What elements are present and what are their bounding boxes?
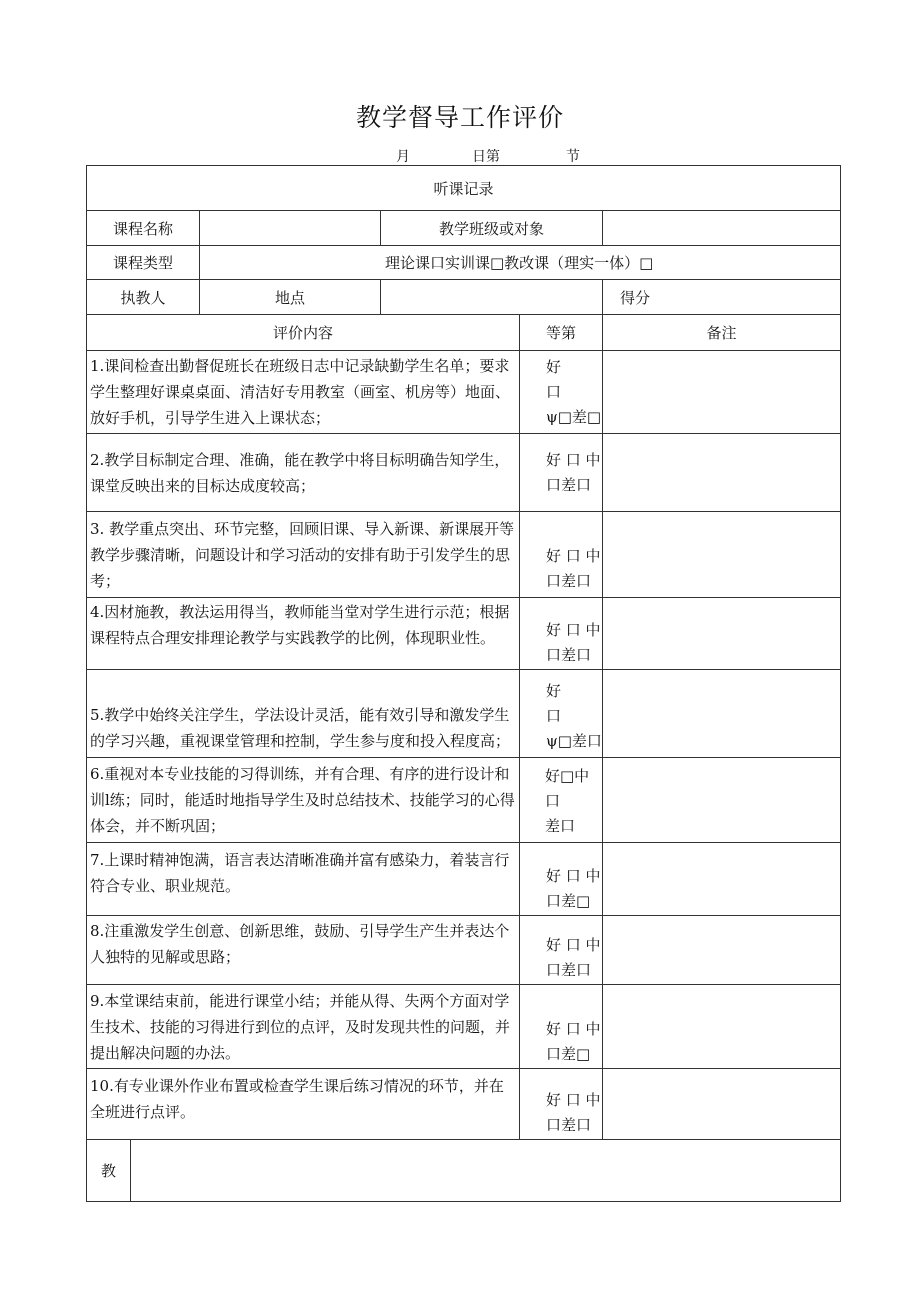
criterion-row: [87, 843, 841, 916]
criterion-text: 4.因材施教，教法运用得当，教师能当堂对学生进行示范；根据课程特点合理安排理论教学与实践教学的比例，体现职业性。: [87, 598, 520, 670]
course-type-label: 课程类型: [87, 246, 200, 280]
criterion-row: [87, 916, 841, 985]
grade-line-2: 口差口: [546, 1116, 592, 1134]
criterion-row: [87, 351, 841, 434]
remark-field[interactable]: [603, 598, 841, 670]
criterion-row: [87, 434, 841, 512]
footer-row: [87, 1140, 841, 1202]
location-field[interactable]: [381, 280, 603, 315]
grade-header: 等第: [520, 315, 603, 351]
month-label: 月: [396, 149, 410, 165]
grade-options[interactable]: [520, 985, 603, 1069]
grade-line-1: 好□中口: [545, 767, 590, 810]
remark-field[interactable]: [603, 758, 841, 843]
grade-line-2: 口差□: [546, 892, 591, 910]
grade-line-1: 好 口 中: [546, 450, 601, 469]
grade-options[interactable]: [520, 758, 603, 843]
criterion-text: 5.教学中始终关注学生，学法设计灵活，能有效引导和激发学生的学习兴趣，重视课堂管理和控制，学生参与度和投入程度高；: [87, 670, 520, 758]
score-label: 得分: [603, 280, 841, 315]
day-blank[interactable]: [412, 149, 472, 166]
criterion-text: 2.教学目标制定合理、准确，能在教学中将目标明确告知学生，课堂反映出来的目标达成度较高；: [87, 434, 520, 512]
grade-options[interactable]: [520, 916, 603, 985]
grade-line-2: 口差口: [546, 475, 592, 494]
grade-line-1: 好 口 中: [546, 621, 601, 639]
teacher-row: [87, 280, 841, 315]
footer-field[interactable]: [131, 1140, 841, 1202]
course-name-label: 课程名称: [87, 211, 200, 246]
footer-label: 教: [87, 1140, 131, 1202]
course-row: [87, 211, 841, 246]
teacher-label: 执教人: [87, 280, 200, 315]
grade-line-1: 好 口: [546, 682, 592, 725]
grade-line-2: ψ□差口: [546, 732, 602, 750]
header-row: [87, 315, 841, 351]
criterion-row: [87, 758, 841, 843]
grade-options[interactable]: [520, 1069, 603, 1140]
criterion-text: 3. 教学重点突出、环节完整，回顾旧课、导入新课、新课展开等教学步骤清晰，问题设计和学习活动的安排有助于引发学生的思考；: [87, 512, 520, 598]
remark-field[interactable]: [603, 434, 841, 512]
criterion-row: [87, 512, 841, 598]
class-field[interactable]: [603, 211, 841, 246]
criterion-text: 1.课间检查出勤督促班长在班级日志中记录缺勤学生名单；要求学生整理好课桌桌面、清洁好专用教室（画室、机房等）地面、放好手机，引导学生进入上课状态；: [87, 351, 520, 434]
remark-field[interactable]: [603, 512, 841, 598]
day-label: 日第: [472, 149, 500, 165]
month-blank[interactable]: [338, 149, 396, 166]
content-header: 评价内容: [87, 315, 520, 351]
grade-line-1: 好 口 中: [546, 1020, 601, 1038]
remark-field[interactable]: [603, 351, 841, 434]
grade-line-2: 口差□: [546, 1045, 591, 1063]
grade-options[interactable]: [520, 512, 603, 598]
grade-options[interactable]: [520, 351, 603, 434]
date-line: [338, 146, 580, 166]
grade-line-2: ψ□差□: [546, 408, 602, 426]
remark-header: 备注: [603, 315, 841, 351]
period-label: 节: [566, 149, 580, 165]
criterion-row: [87, 1069, 841, 1140]
grade-options[interactable]: [520, 598, 603, 670]
criterion-row: [87, 670, 841, 758]
criterion-text: 9.本堂课结束前，能进行课堂小结；并能从得、失两个方面对学生技术、技能的习得进行到位的点评，及时发现共性的问题，并提出解决问题的办法。: [87, 985, 520, 1069]
grade-line-1: 好 口 中: [546, 936, 601, 954]
grade-line-2: 口差口: [546, 961, 592, 979]
remark-field[interactable]: [603, 985, 841, 1069]
grade-options[interactable]: [520, 843, 603, 916]
grade-line-1: 好 口: [546, 358, 592, 401]
grade-line-2: 差口: [545, 817, 576, 835]
course-type-row: [87, 246, 841, 280]
remark-field[interactable]: [603, 1069, 841, 1140]
page-title: 教学督导工作评价: [355, 103, 564, 132]
period-blank[interactable]: [500, 149, 566, 166]
location-label: 地点: [200, 280, 381, 315]
criterion-text: 7.上课时精神饱满，语言表达清晰准确并富有感染力，着装言行符合专业、职业规范。: [87, 843, 520, 916]
remark-field[interactable]: [603, 670, 841, 758]
criterion-row: [87, 985, 841, 1069]
grade-options[interactable]: [520, 670, 603, 758]
remark-field[interactable]: [603, 916, 841, 985]
grade-line-1: 好 口 中: [546, 1091, 601, 1109]
criterion-text: 8.注重激发学生创意、创新思维，鼓励、引导学生产生并表达个人独特的见解或思路；: [87, 916, 520, 985]
grade-line-1: 好 口 中: [546, 867, 601, 885]
section-title: 听课记录: [87, 166, 841, 211]
criterion-text: 10.有专业课外作业布置或检查学生课后练习情况的环节，并在全班进行点评。: [87, 1069, 520, 1140]
grade-options[interactable]: [520, 434, 603, 512]
observation-form: [86, 165, 841, 1202]
remark-field[interactable]: [603, 843, 841, 916]
course-type-options[interactable]: 理论课口实训课□教改课（理实一体）□: [200, 246, 841, 280]
grade-line-2: 口差口: [546, 572, 592, 590]
class-label: 教学班级或对象: [381, 211, 603, 246]
grade-line-1: 好 口 中: [546, 547, 601, 565]
course-name-field[interactable]: [200, 211, 381, 246]
criterion-row: [87, 598, 841, 670]
section-title-row: [87, 166, 841, 211]
criterion-text: 6.重视对本专业技能的习得训练，并有合理、有序的进行设计和训l练；同时，能适时地指导学生及时总结技术、技能学习的心得体会，并不断巩固；: [87, 758, 520, 843]
grade-line-2: 口差口: [546, 646, 592, 664]
